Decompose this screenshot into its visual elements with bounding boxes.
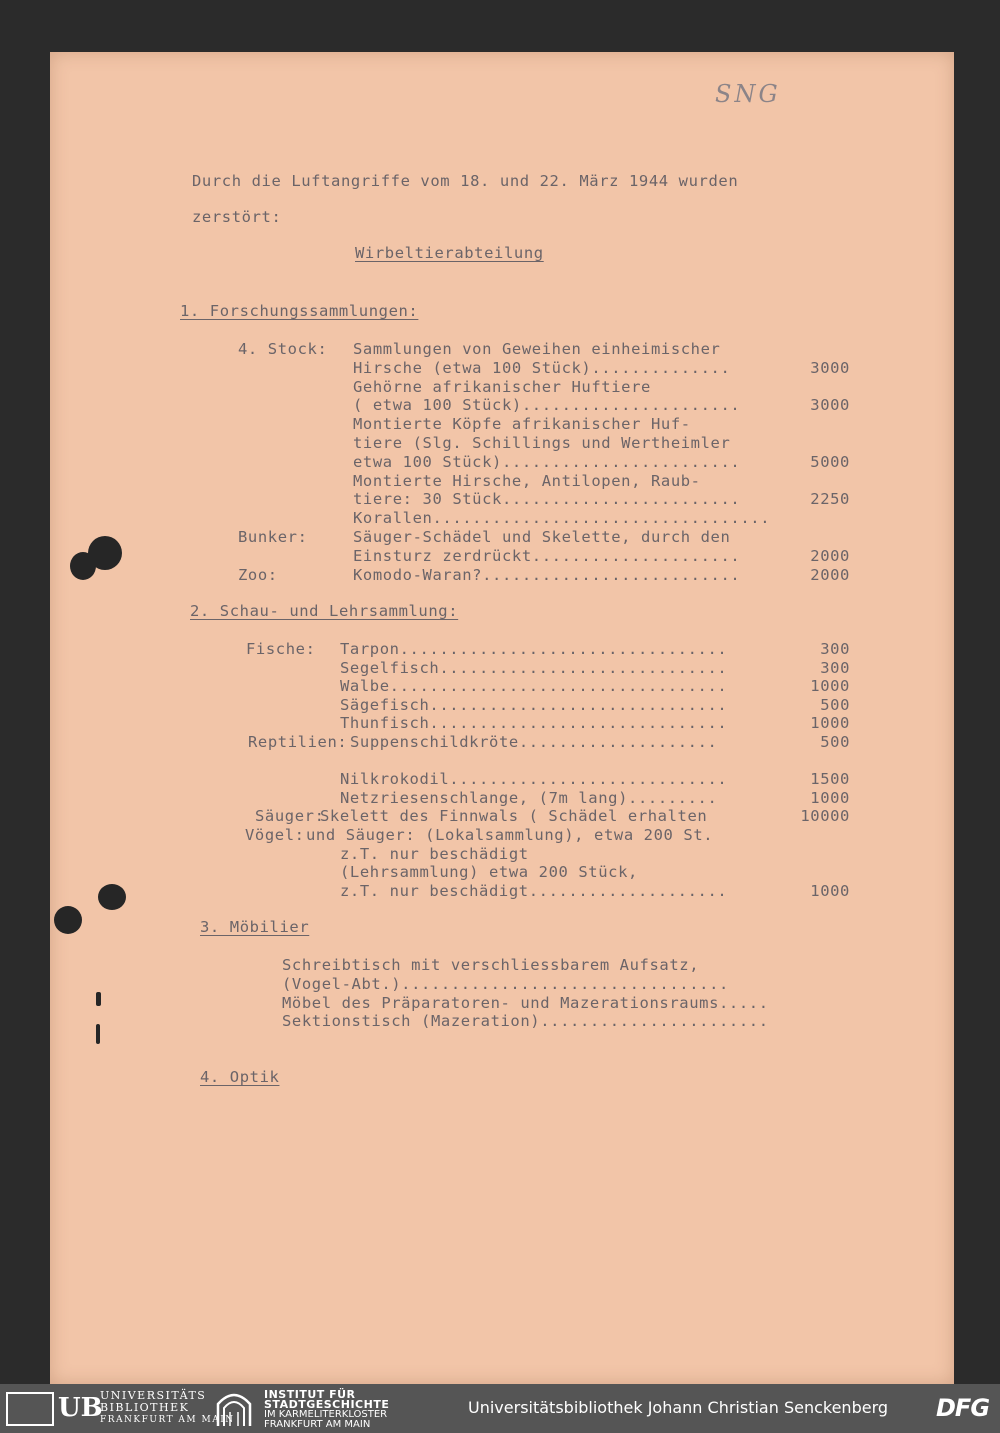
- heading-line-2: zerstört:: [192, 208, 282, 226]
- entry-value: 1000: [810, 881, 850, 900]
- entry-value: 500: [820, 695, 850, 714]
- heading-line-1: Durch die Luftangriffe vom 18. und 22. März 1944 wurden: [192, 172, 739, 190]
- entry-label: Reptilien:: [248, 733, 348, 751]
- entry-label: Vögel:: [245, 826, 305, 844]
- ub-line-3: FRANKFURT AM MAIN: [100, 1415, 235, 1425]
- entry-text: Montierte Köpfe afrikanischer Huf-: [353, 415, 691, 434]
- entry-text: Montierte Hirsche, Antilopen, Raub-: [353, 471, 701, 490]
- entry-value: 300: [820, 658, 850, 677]
- entry-text: Thunfisch..............................: [340, 714, 728, 733]
- entry-text: Korallen..................................: [353, 509, 771, 528]
- entry-text: Segelfisch.............................: [340, 658, 728, 677]
- entry-text: und Säuger: (Lokalsammlung), etwa 200 St.: [306, 826, 714, 844]
- ub-logo-letters: UB: [58, 1393, 103, 1423]
- ifs-logo-icon: [214, 1390, 254, 1427]
- entry-text: Sägefisch..............................: [340, 695, 728, 714]
- entry-value: 2000: [810, 546, 850, 565]
- furniture-line: (Vogel-Abt.).................................: [282, 974, 729, 993]
- ub-line-2: BIBLIOTHEK: [100, 1401, 190, 1414]
- entry-text: Sammlungen von Geweihen einheimischer: [353, 340, 721, 358]
- punch-hole-bottom: [54, 906, 82, 934]
- archive-footer-bar: [0, 1384, 1000, 1433]
- entry-text: Nilkrokodil............................: [340, 770, 728, 789]
- entry-value: 1500: [810, 770, 850, 789]
- entry-text: Gehörne afrikanischer Huftiere: [353, 377, 651, 396]
- entry-value: 5000: [810, 452, 850, 471]
- furniture-line: Möbel des Präparatoren- und Mazerationsraums.....: [282, 993, 769, 1012]
- section-2-title: 2. Schau- und Lehrsammlung:: [190, 602, 459, 620]
- entry-text: tiere: 30 Stück........................: [353, 490, 741, 509]
- entry-text: ( etwa 100 Stück)......................: [353, 396, 741, 415]
- entry-text: Komodo-Waran?..........................: [353, 565, 741, 584]
- ifs-line-2: STADTGESCHICHTE: [264, 1398, 390, 1411]
- entry-text: Walbe..................................: [340, 677, 728, 696]
- entry-value: 500: [820, 733, 850, 751]
- punch-hole-top-2: [88, 536, 122, 570]
- furniture-line: Sektionstisch (Mazeration).......................: [282, 1012, 769, 1031]
- entry-text: Säuger-Schädel und Skelette, durch den: [353, 528, 731, 546]
- entry-text: Einsturz zerdrückt.....................: [353, 546, 741, 565]
- ub-portrait-logo: [6, 1392, 54, 1426]
- section-1-title: 1. Forschungssammlungen:: [180, 302, 419, 320]
- entry-value: 1000: [810, 714, 850, 733]
- entry-value: 1000: [810, 788, 850, 807]
- ifs-logo-text: [264, 1390, 389, 1430]
- entry-label: Säuger:: [255, 807, 325, 826]
- entry-label: Bunker:: [238, 528, 308, 546]
- staple-mark-2: [96, 1024, 100, 1044]
- ifs-line-1: INSTITUT FÜR: [264, 1388, 356, 1401]
- handwritten-signature: SNG: [715, 80, 781, 108]
- ub-line-1: UNIVERSITÄTS: [100, 1389, 207, 1402]
- entry-text: Suppenschildkröte....................: [350, 733, 718, 751]
- entry-text: tiere (Slg. Schillings und Wertheimler: [353, 434, 731, 452]
- entry-value: 300: [820, 640, 850, 658]
- entry-text: (Lehrsammlung) etwa 200 Stück,: [340, 863, 638, 882]
- entry-value: 3000: [810, 396, 850, 415]
- entry-text: z.T. nur beschädigt: [340, 844, 529, 863]
- entry-label: Fische:: [246, 640, 316, 658]
- entry-label: Zoo:: [238, 565, 278, 584]
- ifs-line-4: FRANKFURT AM MAIN: [264, 1419, 371, 1430]
- entry-text: etwa 100 Stück)........................: [353, 452, 741, 471]
- entry-value: 1000: [810, 677, 850, 696]
- entry-text: z.T. nur beschädigt....................: [340, 881, 728, 900]
- entry-value: 2000: [810, 565, 850, 584]
- library-name: Universitätsbibliothek Johann Christian Senckenberg: [468, 1398, 889, 1417]
- entry-label: 4. Stock:: [238, 340, 328, 358]
- punch-hole-bottom-2: [98, 884, 126, 910]
- entry-text: Netzriesenschlange, (7m lang).........: [340, 788, 718, 807]
- entry-text: Skelett des Finnwals ( Schädel erhalten: [320, 807, 708, 826]
- entry-value: 3000: [810, 358, 850, 377]
- entry-text: Tarpon.................................: [340, 640, 728, 658]
- section-3-title: 3. Möbilier: [200, 918, 310, 936]
- furniture-line: Schreibtisch mit verschliessbarem Aufsatz,: [282, 956, 700, 974]
- entry-value: 2250: [810, 490, 850, 509]
- dfg-logo: DFG: [936, 1394, 990, 1422]
- entry-text: Hirsche (etwa 100 Stück)..............: [353, 358, 731, 377]
- entry-value: 10000: [800, 807, 850, 826]
- section-4-title: 4. Optik: [200, 1068, 280, 1086]
- ifs-line-3: IM KARMELITERKLOSTER: [264, 1409, 388, 1420]
- department-title: Wirbeltierabteilung: [355, 244, 544, 262]
- staple-mark: [96, 992, 101, 1006]
